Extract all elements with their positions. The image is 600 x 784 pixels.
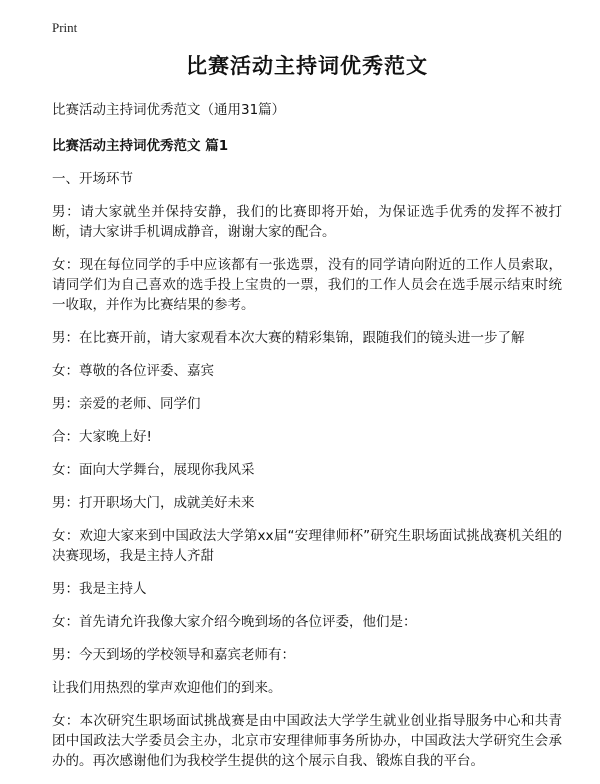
document-title: 比赛活动主持词优秀范文 [186, 54, 428, 78]
paragraph: 男：请大家就坐并保持安静，我们的比赛即将开始，为保证选手优秀的发挥不被打断，请大家讲手机调成静音，谢谢大家的配合。 [52, 204, 562, 240]
paragraph: 女：面向大学舞台，展现你我风采 [52, 462, 255, 478]
paragraph: 女：欢迎大家来到中国政法大学第xx届“安理律师杯”研究生职场面试挑战赛机关组的决赛现场，我是主持人齐甜 [52, 528, 562, 564]
paragraph: 女：首先请允许我像大家介绍今晚到场的各位评委，他们是： [52, 614, 417, 630]
paragraph: 女：尊敬的各位评委、嘉宾 [52, 363, 214, 379]
document-body [52, 52, 562, 784]
paragraph: 男：打开职场大门，成就美好未来 [52, 495, 255, 511]
paragraph: 男：亲爱的老师、同学们 [52, 396, 201, 412]
print-link[interactable]: Print [52, 20, 78, 35]
paragraph: 合：大家晚上好! [52, 429, 152, 445]
paragraph: 让我们用热烈的掌声欢迎他们的到来。 [52, 680, 282, 696]
paragraph: 女：本次研究生职场面试挑战赛是由中国政法大学学生就业创业指导服务中心和共青团中国政法大学委员会主办，北京市安理律师事务所协办，中国政法大学研究生会承办的。再次感谢他们为我校学生提供的这个展示自我、锻炼自我的平台。 [52, 713, 562, 769]
paragraph: 男：我是主持人 [52, 581, 147, 597]
section-heading: 比赛活动主持词优秀范文 篇1 [52, 138, 229, 154]
paragraph: 男：在比赛开前，请大家观看本次大赛的精彩集锦，跟随我们的镜头进一步了解 [52, 330, 525, 346]
paragraph: 女：现在每位同学的手中应该都有一张选票，没有的同学请向附近的工作人员索取，请同学们为自己喜欢的选手投上宝贵的一票，我们的工作人员会在选手展示结束时统一收取，并作为比赛结果的参考。 [52, 257, 562, 313]
paragraph: 男：今天到场的学校领导和嘉宾老师有： [52, 647, 295, 663]
paragraph-opening-heading: 一、开场环节 [52, 171, 133, 187]
document-subtitle: 比赛活动主持词优秀范文（通用31篇） [52, 102, 286, 118]
